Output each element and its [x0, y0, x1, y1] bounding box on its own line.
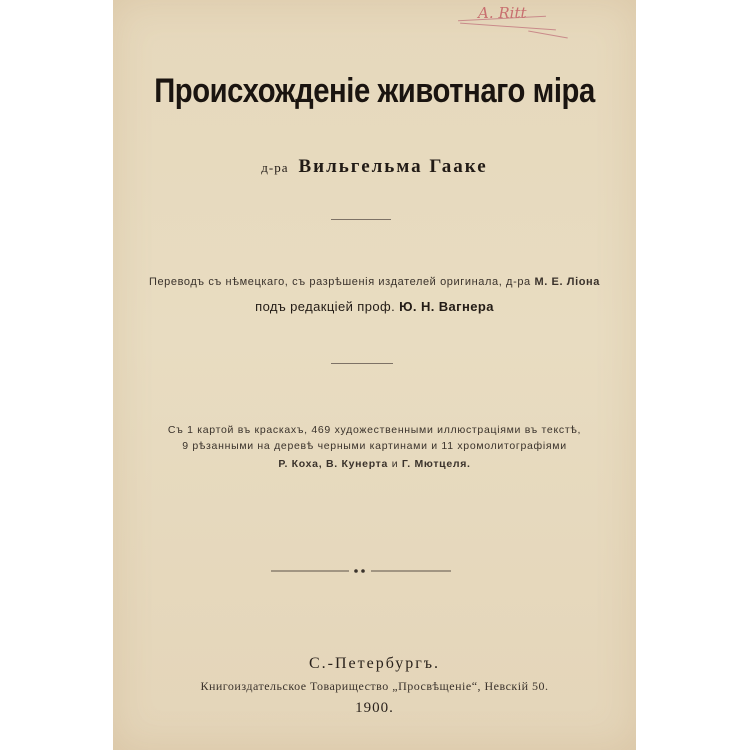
author-line — [113, 156, 636, 178]
stamp-text: A. Ritt — [478, 4, 527, 22]
editor-line — [113, 299, 636, 314]
imprint-publisher: Книгоиздательское Товарищество „Просвѣщеніе“, Невскій 50. — [200, 679, 549, 693]
author-name: Вильгельма Гааке — [298, 156, 488, 177]
translator-name: М. Е. Ліона — [534, 276, 601, 288]
translation-line — [113, 276, 636, 288]
imprint-year: 1900. — [355, 700, 394, 716]
editor-name: Ю. Н. Вагнера — [399, 299, 494, 314]
stamp-stroke — [460, 23, 556, 31]
translation-text: Переводъ съ нѣмецкаго, съ разрѣшенія издателей оригинала, д-ра — [148, 276, 531, 288]
divider-rule — [331, 219, 391, 220]
illustrator-last: Г. Мютцеля. — [401, 458, 471, 470]
editor-text: подъ редакціей проф. — [255, 299, 396, 314]
illustrators-conj: и — [391, 458, 399, 470]
ownership-stamp — [458, 6, 568, 38]
imprint-city: С.-Петербургъ. — [308, 655, 441, 672]
title-page — [113, 0, 636, 750]
illustrations-line-2: 9 рѣзанными на деревѣ черными картинами и 11 хромолитографіями — [182, 440, 567, 452]
illustrators-line — [113, 458, 636, 470]
book-title: Происхожденіе животнаго міра — [154, 72, 595, 110]
author-prefix: д-ра — [261, 160, 289, 175]
divider-rule — [331, 363, 393, 364]
illustrations-line-1: Съ 1 картой въ краскахъ, 469 художественными иллюстраціями въ текстѣ, — [167, 424, 582, 436]
illustrators-names: Р. Коха, В. Кунерта — [278, 458, 389, 470]
ornament-divider — [271, 566, 451, 576]
stamp-stroke — [528, 31, 568, 39]
